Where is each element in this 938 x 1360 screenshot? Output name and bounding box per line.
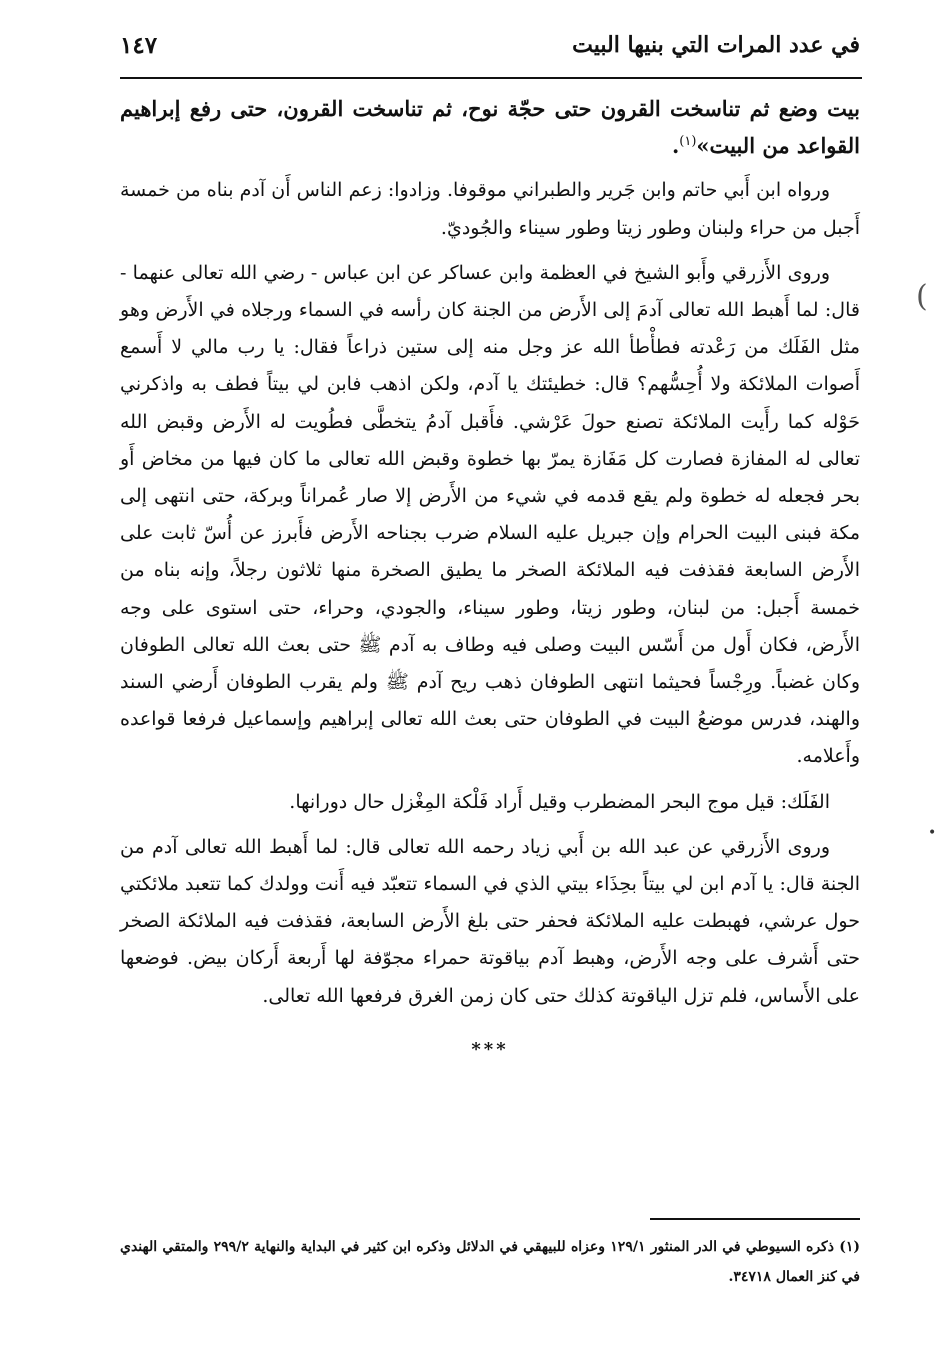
paragraph: وروى الأَزرقي وأَبو الشيخ في العظمة وابن عساكر عن ابن عباس - رضي الله تعالى عنهما - قال: لما أَهبط الله تعالى آدمَ إلى الأَرض من الجنة كان رأسه في السماء ورجلاه في الأَرض وهو مثل الفَلَك من رَعْدته فطأْطأ الله عز وجل منه إلى ستين ذراعاً فقال: يا رب مالي لا أَسمع أَصوات الملائكة ولا أُحِسُّهم؟ قال: خطيئتك يا آدم، ولكن اذهب فابن لي بيتاً فطف به واذكرني حَوْله كما رأَيت الملائكة تصنع حولَ عَرْشي. فأَقبل آدمُ يتخطَّى فطُويت له الأَرض وقبض الله تعالى له المفازة فصارت كل مَفَازة يمرّ بها خطوة وقبض الله تعالى ما كان فيها من مخاض أَو بحر فجعله له خطوة ولم يقع قدمه في شيء من الأَرض إلا صار عُمراناً وبركة، حتى انتهى إلى مكة فبنى البيت الحرام وإن جبريل عليه السلام ضرب بجناحه الأَرض فأَبرز عن أُسّ ثابت على الأَرض السابعة فقذفت فيه الملائكة الصخر ما يطيق الصخرة منها ثلاثون رجلاً، وإنه بناه من خمسة أَجبل: من لبنان، وطور زيتا، وطور سيناء، والجودي، وحراء، حتى استوى على وجه الأَرض، فكان أَول من أَسّس البيت وصلى فيه وطاف به آدم ﷺ حتى بعث الله تعالى الطوفان وكان غضباً. ورِجْساً فحيثما انتهى الطوفان ذهب ريح آدم ﷺ ولم يقرب الطوفان أَرضي السند والهند، فدرس موضعُ البيت في الطوفان حتى بعث الله تعالى إبراهيم وإسماعيل فرفعا قواعده وأَعلامه. — [120, 261, 860, 768]
paragraph: وروى الأَزرقي عن عبد الله بن أَبي زياد رحمه الله تعالى قال: لما أَهبط الله تعالى آدم من الجنة قال: يا آدم ابن لي بيتاً بحِذَاء بيتي الذي في السماء تتعبّد فيه أَنت وولدك كما تتعبد ملائكتي حول عرشي، فهبطت عليه الملائكة فحفر حتى بلغ الأَرض السابعة، فقذفت فيه الملائكة الصخر حتى أَشرف على وجه الأَرض، وهبط آدم بياقوتة حمراء مجوّفة لها أَربعة أَركان بيض. فوضعها على الأَساس، فلم تزل الياقوتة كذلك حتى كان زمن الغرق فرفعها الله تعالى. — [120, 835, 860, 1007]
main-text — [120, 90, 860, 1068]
footnote: (١) ذكره السيوطي في الدر المنثور ١٢٩/١ وعزاه للبيهقي في الدلائل وذكره ابن كثير في البداية والنهاية ٢٩٩/٢ والمتقي الهندي في كنز العمال ٣٤٧١٨. — [120, 1239, 860, 1285]
header-rule — [120, 77, 862, 79]
running-title: في عدد المرات التي بنيها البيت — [572, 32, 860, 58]
page-header — [120, 28, 860, 76]
section-separator: *** — [471, 1038, 509, 1060]
margin-dot-mark: • — [928, 825, 937, 841]
paragraph: ورواه ابن أَبي حاتم وابن جَرير والطبراني موقوفا. وزادوا: زعم الناس أَن آدم بناه من خمسة أَجبل من حراء ولبنان وطور زيتا وطور سيناء والجُوديّ. — [120, 179, 860, 239]
footnote-rule — [650, 1218, 860, 1220]
paragraph: الفَلَك: قيل موج البحر المضطرب وقيل أَراد فَلْكة المِغْزل حال دورانها. — [289, 790, 830, 813]
paragraph-text: بيت وضع ثم تناسخت القرون حتى حجّة نوح، ثم تناسخت القرون، حتى رفع إبراهيم القواعد من البيت» — [120, 96, 860, 159]
footnotes — [120, 1232, 860, 1292]
page-number: ١٤٧ — [120, 32, 158, 59]
paragraph-continuation: بيت وضع ثم تناسخت القرون حتى حجّة نوح، ثم تناسخت القرون، حتى رفع إبراهيم القواعد من البيت»$^{(١)}$. — [120, 96, 860, 159]
margin-bracket-mark: ( — [916, 279, 928, 314]
footnote-reference: (١) — [679, 134, 697, 150]
